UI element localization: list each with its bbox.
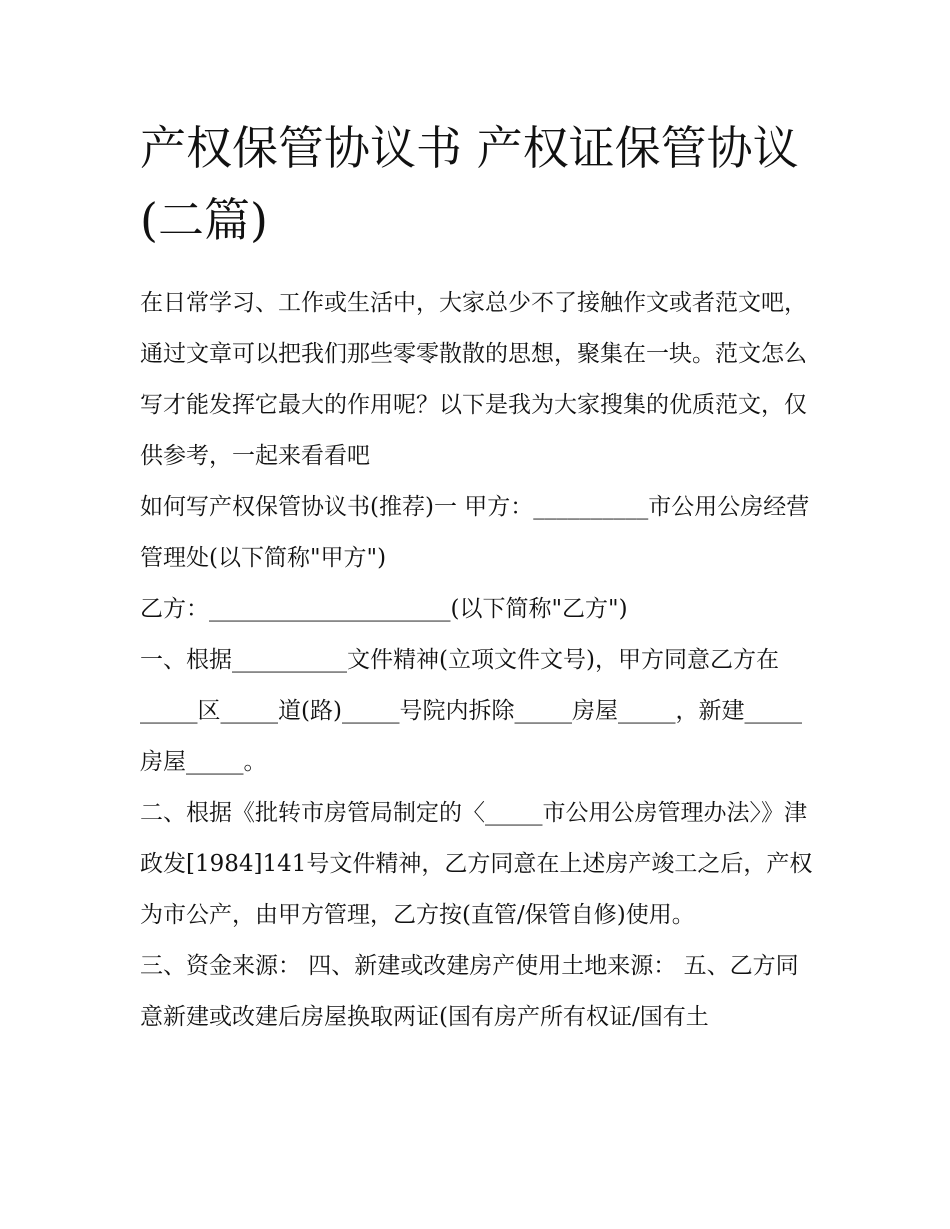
clause-three-paragraph: 三、资金来源： 四、新建或改建房产使用土地来源： 五、乙方同意新建或改建后房屋换取两证(国有房产所有权证/国有土 <box>140 953 799 1030</box>
party-a-paragraph: 如何写产权保管协议书(推荐)一 甲方：__________市公用公房经营管理处(以下简称"甲方") <box>140 494 810 571</box>
intro-paragraph: 在日常学习、工作或生活中，大家总少不了接触作文或者范文吧，通过文章可以把我们那些零零散散的思想，聚集在一块。范文怎么写才能发挥它最大的作用呢？以下是我为大家搜集的优质范文，仅供参考，一起来看看吧 <box>140 290 807 469</box>
party-b-paragraph: 乙方：_____________________(以下简称"乙方") <box>140 596 628 622</box>
document-title: 产权保管协议书 产权证保管协议(二篇) <box>140 121 799 247</box>
clause-two-paragraph: 二、根据《批转市房管局制定的〈_____市公用公房管理办法〉》津政发[1984]141号文件精神，乙方同意在上述房产竣工之后，产权为市公产，由甲方管理，乙方按(直管/保管自修)使用。 <box>140 800 813 928</box>
clause-one-paragraph: 一、根据__________文件精神(立项文件文号)，甲方同意乙方在_____区_____道(路)_____号院内拆除_____房屋_____，新建_____房屋_____。 <box>140 647 802 775</box>
document-body <box>140 278 815 1043</box>
